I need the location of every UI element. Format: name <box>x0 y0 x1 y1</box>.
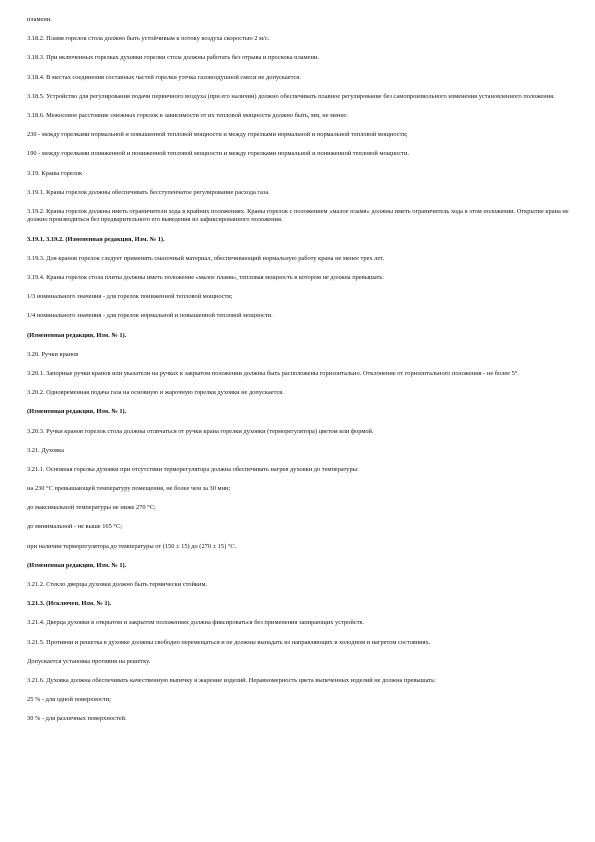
list-item: при наличии терморегулятора до температуры от (150 ± 15) до (270 ± 15) °С. <box>27 542 237 550</box>
list-item: 1/3 номинального значения - для горелок пониженной тепловой мощности; <box>27 293 233 301</box>
amendment-note: (Измененная редакция, Изм. № 1). <box>27 331 127 339</box>
clause-3-19-3: 3.19.3. Для кранов горелок следует применять смазочный материал, обеспечивающий нормальную работу крана не менее трех лет. <box>27 254 385 262</box>
paragraph: пламени. <box>27 16 52 23</box>
list-item: 25 % - для одной поверхности; <box>27 696 111 704</box>
list-item: 1/4 номинального значения - для горелок нормальной и повышенной тепловой мощности. <box>27 312 273 320</box>
clause-3-18-6: 3.18.6. Межосевое расстояние смежных горелок в зависимости от их тепловой мощности должно быть, мм, не менее: <box>27 111 348 119</box>
clause-3-19-4: 3.19.4. Краны горелок стола плиты должны иметь положение «малое пламя», тепловая мощность в котором не должна превышать: <box>27 274 385 282</box>
clause-3-21-1: 3.21.1. Основная горелка духовки при отсутствии терморегулятора должна обеспечивать нагрев духовки до температуры: <box>27 465 359 473</box>
amendment-note: (Измененная редакция, Изм. № 1). <box>27 408 127 416</box>
clause-3-18-3: 3.18.3. При включенных горелках духовки горелки стола должны работать без отрыва и проскока пламени. <box>27 54 319 62</box>
clause-3-20-2: 3.20.2. Одновременная подача газа на основную и жарочную горелки духовки не допускается. <box>27 389 284 397</box>
clause-3-21-5: 3.21.5. Противни и решетка в духовке должны свободно перемещаться и не должны выпадать из направляющих в холодном и нагретом состояниях. <box>27 638 431 646</box>
section-heading-3-20: 3.20. Ручки кранов <box>27 350 79 358</box>
list-item: до минимальной - не выше 165 °С; <box>27 523 123 531</box>
list-item: до максимальной температуры не ниже 270 °С; <box>27 504 156 512</box>
clause-3-20-1: 3.20.1. Запорные ручки кранов или указатели на ручках в закрытом положении должны быть расположены горизонтально. Отклонение от горизонтального положения - не более 5°. <box>27 369 519 377</box>
clause-3-19-1: 3.19.1. Краны горелок должны обеспечивать бесступенчатое регулирование расхода газа. <box>27 188 270 196</box>
clause-3-21-2: 3.21.2. Стекло дверцы духовки должно быть термически стойким. <box>27 581 208 589</box>
list-item: на 230 °С превышающей температуру помещения, не более чем за 30 мин; <box>27 485 231 493</box>
amendment-note: 3.19.1, 3.19.2. (Измененная редакция, Изм. № 1). <box>27 235 165 243</box>
amendment-note: 3.21.3. (Исключен, Изм. № 1). <box>27 600 112 608</box>
paragraph: Допускается установка противня на решетку. <box>27 657 151 665</box>
list-item: 230 - между горелками нормальной и повышенной тепловой мощности и между горелками нормальной и нормальной тепловой мощности; <box>27 131 408 139</box>
clause-3-20-3: 3.20.3. Ручки кранов горелок стола должны отличаться от ручки крана горелки духовки (терморегулятора) цветом или формой. <box>27 427 374 435</box>
list-item: 30 % - для различных поверхностей. <box>27 715 127 723</box>
amendment-note: (Измененная редакция, Изм. № 1). <box>27 561 127 569</box>
clause-3-18-2: 3.18.2. Пламя горелок стола должно быть устойчивым к потоку воздуха скоростью 2 м/с. <box>27 35 270 43</box>
section-heading-3-21: 3.21. Духовка <box>27 446 64 454</box>
clause-3-18-4: 3.18.4. В местах соединения составных частей горелки утечка газовоздушной смеси не допускается. <box>27 73 301 81</box>
clause-3-21-6: 3.21.6. Духовка должна обеспечивать качественную выпечку и жарение изделий. Неравномерность цвета выпеченных изделий не должна превышать: <box>27 676 436 684</box>
clause-3-19-2: 3.19.2. Краны горелок должны иметь ограничители хода в крайних положениях. Краны горелок с положением «малое пламя» должны иметь ограничитель хода в этом положении. Открытие крана не должно производиться без предварительного его выведения из зафиксированного положения. <box>27 207 569 224</box>
section-heading-3-19: 3.19. Краны горелок <box>27 169 83 177</box>
list-item: 190 - между горелками пониженной и пониженной тепловой мощности и между горелками нормальной и пониженной тепловой мощности. <box>27 150 409 158</box>
clause-3-18-5: 3.18.5. Устройство для регулирования подачи первичного воздуха (при его наличии) должно обеспечивать плавное регулирование без самопроизвольного изменения установленного положения. <box>27 92 555 100</box>
clause-3-21-4: 3.21.4. Дверца духовки в открытом и закрытом положениях должна фиксироваться без применения запирающих устройств. <box>27 619 364 627</box>
